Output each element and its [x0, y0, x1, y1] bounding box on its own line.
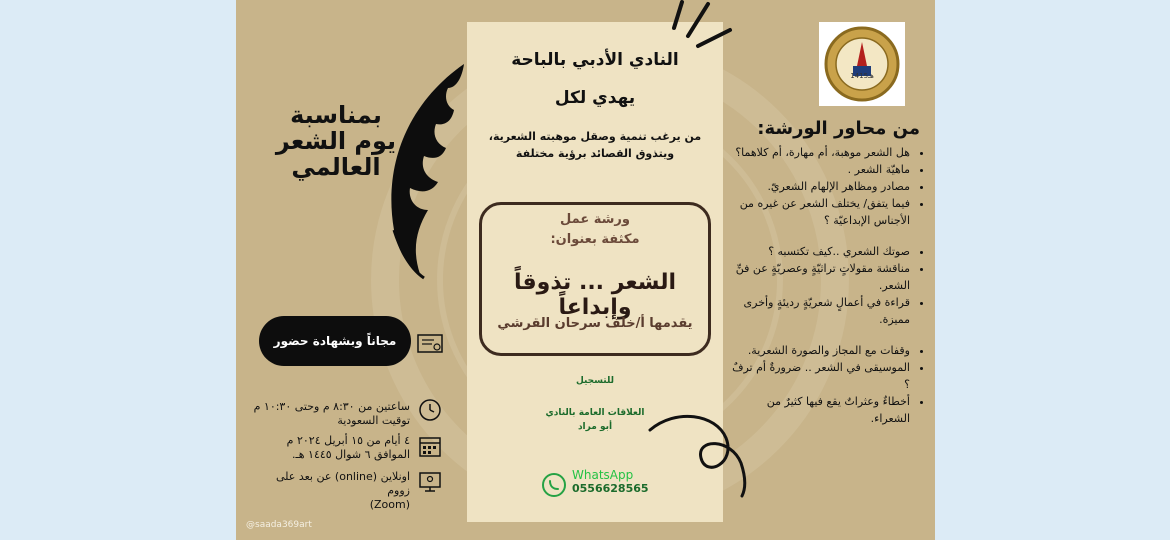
free-certificate-badge: مجاناً وبشهادة حضور — [259, 316, 411, 366]
occasion-line2: يوم الشعر — [275, 127, 397, 155]
time-line2: توقيت السعودية — [337, 414, 410, 427]
workshop-label-line1: ورشة عمل — [560, 212, 630, 227]
club-logo-emblem-icon — [819, 22, 905, 106]
calendar-icon — [418, 434, 442, 458]
place-info — [250, 470, 410, 512]
list-item: • مناقشة مقولاتٍ تراثيّةٍ وعصريّةٍ عن فنِّ الشعر. — [724, 260, 910, 294]
workshop-presenter: يقدمها أ/خلف سرحان القرشي — [497, 316, 693, 331]
monitor-icon — [418, 470, 442, 494]
date-line2: الموافق ٦ شوال ١٤٤٥ هـ. — [292, 448, 410, 461]
list-item: • ماهيّة الشعر . — [724, 161, 910, 178]
list-item: • صوتك الشعري ..كيف تكتسبه ؟ — [724, 243, 910, 260]
date-info — [250, 434, 410, 462]
club-name: النادي الأدبي بالباحة — [511, 50, 679, 70]
whatsapp-icon[interactable] — [542, 473, 566, 497]
occasion-line1: بمناسبة — [290, 101, 382, 129]
artist-watermark: @saada369art — [246, 520, 312, 530]
list-item: • فيما يتفق/ يختلف الشعر عن غيره من الأجناس الإبداعيّة ؟ — [724, 195, 910, 229]
contact-dept: العلاقات العامة بالنادي — [545, 408, 645, 418]
workshop-label-line2: مكثفة بعنوان: — [550, 232, 640, 247]
list-item: • مصادر ومظاهر الإلهام الشعريّ. — [724, 178, 910, 195]
date-line1: ٤ أيام من ١٥ أبريل ٢٠٢٤ م — [286, 434, 410, 447]
topics-title: من محاور الورشة: — [757, 118, 920, 139]
topics-list — [724, 144, 924, 427]
quill-feather-icon — [372, 60, 482, 280]
place-line1: اونلاين (online) عن بعد على زووم — [275, 470, 410, 497]
workshop-title: الشعر ... تذوقاً وإبداعاً — [514, 270, 676, 320]
list-item: • الموسيقى في الشعر .. ضرورةٌ أم ترفٌ ؟ — [724, 359, 910, 393]
list-item: • هل الشعر موهبة، أم مهارة، أم كلاهما؟ — [724, 144, 910, 161]
workshop-label — [485, 210, 705, 250]
occasion-line3: العالمي — [291, 153, 381, 181]
club-logo — [819, 22, 905, 106]
certificate-icon — [416, 332, 444, 356]
whatsapp-label: WhatsApp — [572, 468, 634, 482]
list-item: • وقفات مع المجاز والصورة الشعرية. — [724, 342, 910, 359]
place-line2: (Zoom) — [369, 498, 410, 511]
gift-heading: يهدي لكل — [554, 88, 636, 108]
logo-year: 1415هـ — [850, 72, 874, 80]
registration-label: للتسجيل — [575, 376, 615, 386]
clock-icon — [418, 398, 442, 422]
time-line1: ساعتين من ٨:٣٠ م وحتى ١٠:٣٠ م — [253, 400, 410, 413]
brush-strokes-icon — [668, 0, 738, 50]
time-info — [250, 400, 410, 428]
whatsapp-number[interactable]: 0556628565 — [572, 482, 649, 495]
contact-name: أبو مراد — [577, 422, 613, 432]
list-item: • أخطاءٌ وعثراتٌ يقع فيها كثيرٌ من الشعراء. — [724, 393, 910, 427]
list-item: • قراءة في أعمالٍ شعريّةٍ رديئةٍ وأخرى مميزة. — [724, 294, 910, 328]
intro-text: من يرغب تنمية وصقل موهبته الشعرية، ويتذوق القصائد برؤية مختلفة — [488, 130, 702, 160]
